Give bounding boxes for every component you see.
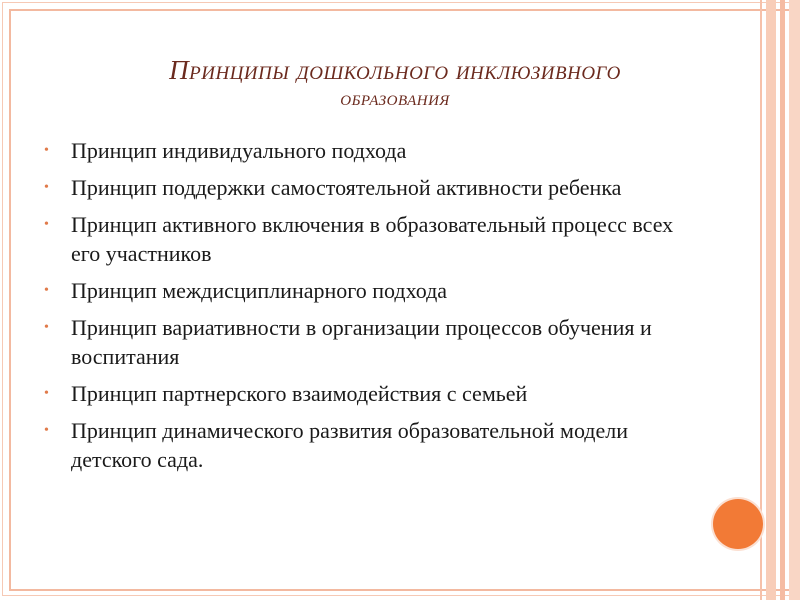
list-item [44,416,684,474]
bullet-icon: • [44,217,49,232]
bullet-text: Принцип междисциплинарного подхода [71,278,448,303]
decorative-stripe [789,0,800,600]
decorative-stripe [780,0,785,600]
bullet-icon: • [44,320,49,335]
decorative-stripe [766,0,776,600]
list-item [44,210,684,268]
list-item [44,173,684,202]
bullet-text: Принцип вариативности в организации процессов обучения и воспитания [71,315,652,369]
list-item [44,379,684,408]
bullet-text: Принцип партнерского взаимодействия с семьей [71,381,528,406]
bullet-text: Принцип динамического развития образовательной модели детского сада. [71,418,629,472]
decorative-stripe [760,0,762,600]
accent-circle-icon [713,499,763,549]
bullet-list [44,136,684,482]
list-item [44,136,684,165]
slide-title-line2: образования [340,85,450,110]
bullet-text: Принцип поддержки самостоятельной активности ребенка [71,175,622,200]
bullet-text: Принцип индивидуального подхода [71,138,407,163]
bullet-icon: • [44,143,49,158]
bullet-icon: • [44,283,49,298]
bullet-text: Принцип активного включения в образовательный процесс всех его участников [71,212,674,266]
slide-title-line1: Принципы дошкольного инклюзивного [169,55,621,85]
bullet-icon: • [44,180,49,195]
slide-title [40,56,750,110]
bullet-icon: • [44,386,49,401]
list-item [44,313,684,371]
list-item [44,276,684,305]
bullet-icon: • [44,423,49,438]
